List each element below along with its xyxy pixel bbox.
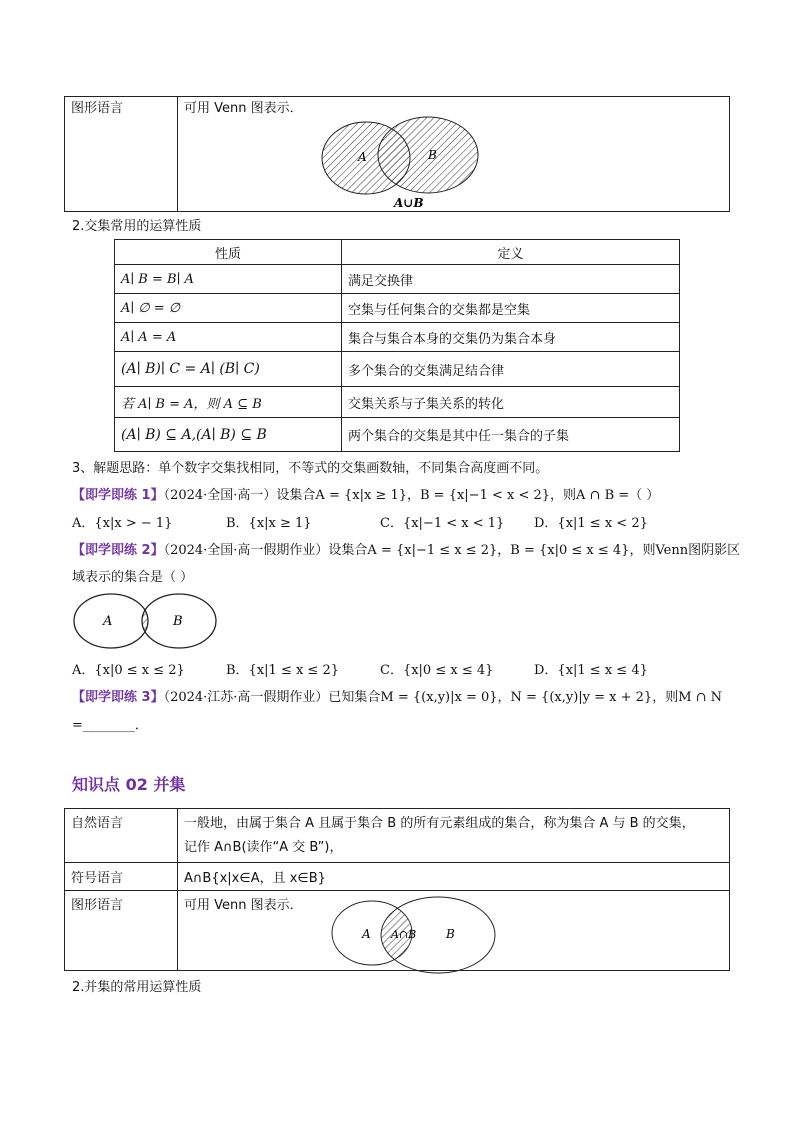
venn-label-a: A: [103, 614, 113, 629]
definition-cell: 多个集合的交集满足结合律: [342, 352, 680, 387]
property-cell: A∣ ∅ = ∅: [115, 294, 342, 323]
definition-cell: 交集关系与子集关系的转化: [342, 387, 680, 418]
definition-cell: 两个集合的交集是其中任一集合的子集: [342, 418, 680, 452]
exercise-3-text: （2024·江苏·高一假期作业）已知集合M = {(x,y)|x = 0}，N = {(x,y)|y = x + 2}，则M ∩ N: [163, 690, 723, 705]
exercise-2-option-a: A．{x|0 ≤ x ≤ 2}: [72, 663, 185, 678]
natural-text-line2: 记作 A∩B(读作“A 交 B”)，: [184, 840, 343, 855]
table-row: [65, 863, 730, 891]
row-content-symbol: A∩B{x|x∈A，且 x∈B}: [178, 863, 730, 891]
natural-text-line1: 一般地，由属于集合 A 且属于集合 B 的所有元素组成的集合，称为集合 A 与 B 的交集，: [184, 816, 695, 831]
definition-cell: 空集与任何集合的交集都是空集: [342, 294, 680, 323]
table-row: [65, 809, 730, 863]
section-title: 知识点 02 并集: [72, 775, 186, 794]
exercise-1-tag: 【即学即练 1】: [72, 488, 164, 503]
heading-union-properties: 2.并集的常用运算性质: [72, 980, 202, 995]
property-cell: A∣ B = B∣ A: [115, 265, 342, 294]
exercise-1-option-d: D．{x|1 ≤ x < 2}: [534, 516, 648, 531]
properties-table: [114, 239, 680, 452]
intersection-venn-diagram: [70, 590, 230, 654]
row-label-symbol: 符号语言: [65, 863, 178, 891]
definition-cell: 满足交换律: [342, 265, 680, 294]
row-text: 可用 Venn 图表示．: [184, 898, 303, 913]
union-table: [64, 808, 730, 971]
row-label: [65, 97, 178, 212]
row-text: 可用 Venn 图表示．: [184, 101, 303, 116]
exercise-3-blank: =________．: [72, 718, 148, 733]
venn-label-b: B: [446, 927, 455, 941]
venn-caption: A∪B: [394, 196, 424, 210]
table-row: [65, 891, 730, 971]
venn-label-b: B: [428, 148, 437, 162]
exercise-1-option-b: B．{x|x ≥ 1}: [226, 516, 312, 531]
union-venn-diagram: [316, 115, 496, 215]
venn-label-b: B: [173, 614, 183, 629]
row-content: [178, 97, 730, 212]
exercise-1-text: （2024·全国·高一）设集合A = {x|x ≥ 1}，B = {x|−1 < x < 2}，则A ∩ B =（ ）: [163, 488, 660, 503]
heading-intersection-properties: 2.交集常用的运算性质: [72, 219, 202, 234]
exercise-3: [72, 686, 722, 705]
exercise-2-tag: 【即学即练 2】: [72, 543, 164, 558]
exercise-1-option-c: C．{x|−1 < x < 1}: [380, 516, 505, 531]
venn-label-a: A: [362, 927, 371, 941]
table-row: [115, 418, 680, 452]
exercise-1-option-a: A．{x|x > − 1}: [72, 516, 173, 531]
table-row: [115, 294, 680, 323]
intersection-venn-small: [318, 895, 508, 975]
solving-tip: 3、解题思路：单个数字交集找相同，不等式的交集画数轴，不同集合高度画不同。: [72, 461, 549, 476]
exercise-2: [72, 539, 740, 558]
table-row: [115, 387, 680, 418]
row-content-graphic: [178, 891, 730, 971]
exercise-2-option-d: D．{x|1 ≤ x ≤ 4}: [534, 663, 648, 678]
property-cell: A∣ A = A: [115, 323, 342, 352]
exercise-2-option-c: C．{x|0 ≤ x ≤ 4}: [380, 663, 494, 678]
table-row: [115, 323, 680, 352]
definition-cell: 集合与集合本身的交集仍为集合本身: [342, 323, 680, 352]
exercise-2-text: （2024·全国·高一假期作业）设集合A = {x|−1 ≤ x ≤ 2}，B = {x|0 ≤ x ≤ 4}，则Venn图阴影区: [163, 543, 741, 558]
header-definition: 定义: [342, 240, 680, 265]
venn-label-a: A: [358, 150, 367, 164]
row-label-text: 图形语言: [71, 101, 124, 116]
venn-label-mid: A∩B: [391, 928, 417, 941]
row-label-graphic: 图形语言: [65, 891, 178, 971]
row-label-natural: 自然语言: [65, 809, 178, 863]
row-content-natural: [178, 809, 730, 863]
exercise-3-tag: 【即学即练 3】: [72, 690, 164, 705]
table-row: [115, 265, 680, 294]
header-property: 性质: [115, 240, 342, 265]
table-graphic-language: [64, 96, 730, 212]
table-header-row: [115, 240, 680, 265]
property-cell: 若 A∣ B = A，则 A ⊆ B: [115, 387, 342, 418]
exercise-2-option-b: B．{x|1 ≤ x ≤ 2}: [226, 663, 339, 678]
table-row: [115, 352, 680, 387]
exercise-1: [72, 484, 659, 503]
property-cell: (A∣ B)∣ C = A∣ (B∣ C): [115, 352, 342, 387]
exercise-2-text-cont: 域表示的集合是（ ）: [72, 570, 194, 585]
property-cell: (A∣ B) ⊆ A,(A∣ B) ⊆ B: [115, 418, 342, 452]
